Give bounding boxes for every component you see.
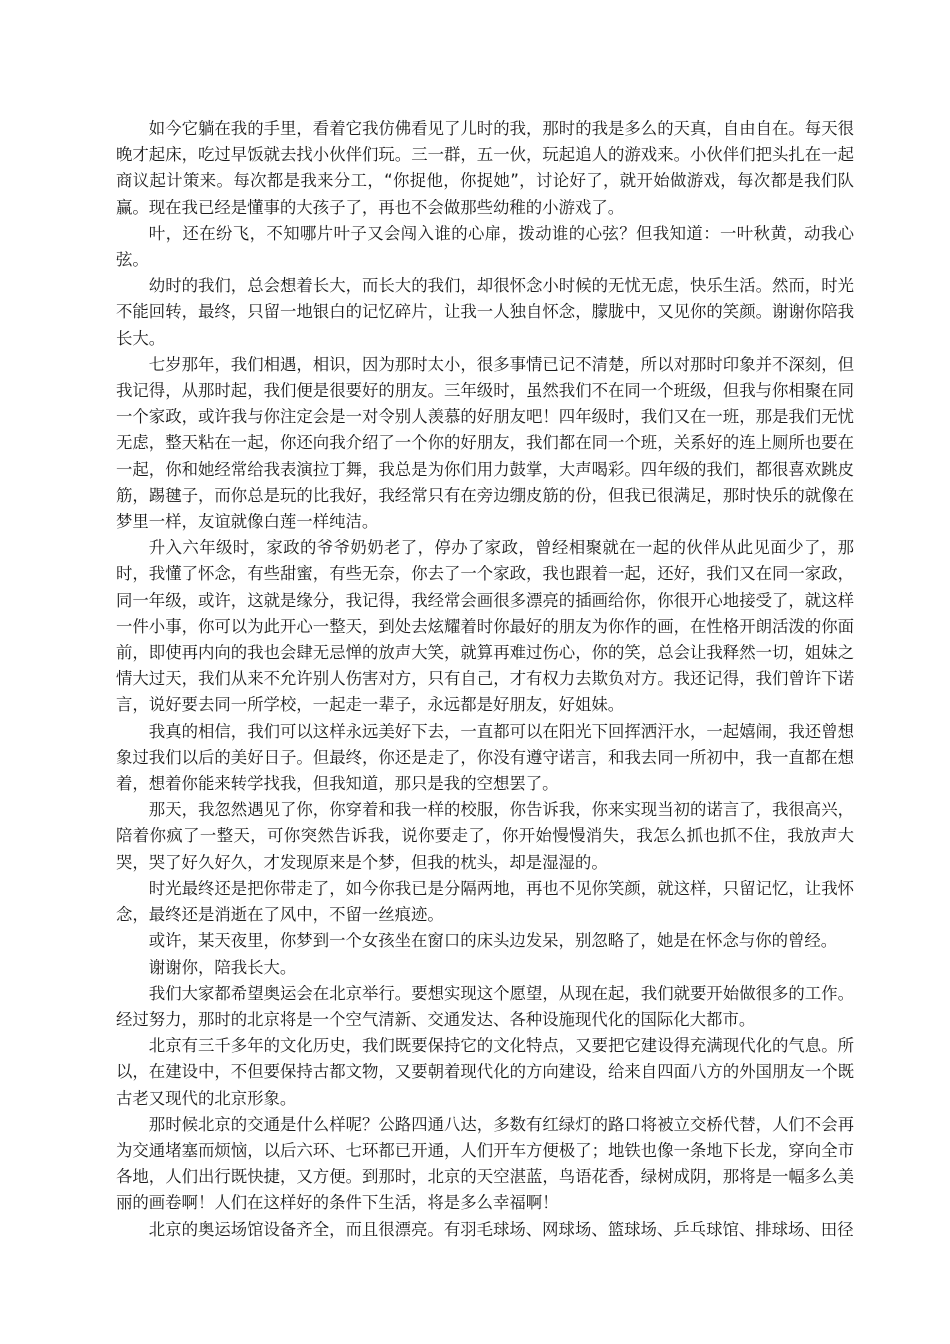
- paragraph-10: 谢谢你，陪我长大。: [148, 957, 297, 977]
- paragraph-11: 我们大家都希望奥运会在北京举行。要想实现这个愿望，从现在起，我们就要开始做很多的工作。经过努力，那时的北京将是一个空气清新、交通发达、各种设施现代化的国际化大都市。: [116, 983, 854, 1029]
- document-page: [116, 116, 854, 1243]
- paragraph-2: 叶，还在纷飞，不知哪片叶子又会闯入谁的心扉，拨动谁的心弦？但我知道：一叶秋黄，动我心弦。: [116, 223, 854, 270]
- paragraph-9: 或许，某天夜里，你梦到一个女孩坐在窗口的床头边发呆，别忽略了，她是在怀念与你的曾经。: [148, 931, 838, 951]
- paragraph-8: 时光最终还是把你带走了，如今你我已是分隔两地，再也不见你笑颜，就这样，只留记忆，让我怀念，最终还是消逝在了风中，不留一丝痕迹。: [116, 878, 854, 925]
- paragraph-1: 如今它躺在我的手里，看着它我仿佛看见了儿时的我，那时的我是多么的天真，自由自在。每天很晚才起床，吃过早饭就去找小伙伴们玩。三一群，五一伙，玩起追人的游戏来。小伙伴们把头扎在一起商议起计策来。每次都是我来分工，“你捉他，你捉她”，讨论好了，就开始做游戏，每次都是我们队赢。现在我已经是懂事的大孩子了，再也不会做那些幼稚的小游戏了。: [116, 119, 854, 217]
- paragraph-3: 幼时的我们，总会想着长大，而长大的我们，却很怀念小时候的无忧无虑，快乐生活。然而，时光不能回转，最终，只留一地银白的记忆碎片，让我一人独自怀念，朦胧中，又见你的笑颜。谢谢你陪我长大。: [116, 276, 854, 348]
- paragraph-6: 我真的相信，我们可以这样永远美好下去，一直都可以在阳光下回挥洒汗水，一起嬉闹，我还曾想象过我们以后的美好日子。但最终，你还是走了，你没有遵守诺言，和我去同一所初中，我一直都在想着，想着你能来转学找我，但我知道，那只是我的空想罢了。: [116, 721, 854, 794]
- paragraph-14: 北京的奥运场馆设备齐全，而且很漂亮。有羽毛球场、网球场、篮球场、乒乓球馆、排球场、田径: [148, 1219, 854, 1239]
- paragraph-13: 那时候北京的交通是什么样呢？公路四通八达，多数有红绿灯的路口将被立交桥代替，人们不会再为交通堵塞而烦恼，以后六环、七环都已开通，人们开车方便极了；地铁也像一条地下长龙，穿向全市各地，人们出行既快捷，又方便。到那时，北京的天空湛蓝，鸟语花香，绿树成阴，那将是一幅多么美丽的画卷啊！人们在这样好的条件下生活，将是多么幸福啊！: [116, 1114, 854, 1213]
- paragraph-7: 那天，我忽然遇见了你，你穿着和我一样的校服，你告诉我，你来实现当初的诺言了，我很高兴，陪着你疯了一整天，可你突然告诉我，说你要走了，你开始慢慢消失，我怎么抓也抓不住，我放声大哭，哭了好久好久，才发现原来是个梦，但我的枕头，却是湿湿的。: [116, 800, 854, 872]
- paragraph-5: 升入六年级时，家政的爷爷奶奶老了，停办了家政，曾经相聚就在一起的伙伴从此见面少了，那时，我懂了怀念，有些甜蜜，有些无奈，你去了一个家政，我也跟着一起，还好，我们又在同一家政，同一年级，或许，这就是缘分，我记得，我经常会画很多漂亮的插画给你，你很开心地接受了，就这样一件小事，你可以为此开心一整天，到处去炫耀着时你最好的朋友为你作的画，在性格开朗活泼的你面前，即使再内向的我也会肆无忌惮的放声大笑，就算再难过伤心，你的笑，总会让我释然一切，姐妹之情大过天，我们从来不允许别人伤害对方，只有自己，才有权力去欺负对方。我还记得，我们曾许下诺言，说好要去同一所学校，一起走一辈子，永远都是好朋友，好姐妹。: [116, 538, 854, 715]
- paragraph-12: 北京有三千多年的文化历史，我们既要保持它的文化特点，又要把它建设得充满现代化的气息。所以，在建设中，不但要保持古都文物，又要朝着现代化的方向建设，给来自四面八方的外国朋友一个既古老又现代的北京形象。: [116, 1036, 854, 1108]
- paragraph-4: 七岁那年，我们相遇，相识，因为那时太小，很多事情已记不清楚，所以对那时印象并不深刻，但我记得，从那时起，我们便是很要好的朋友。三年级时，虽然我们不在同一个班级，但我与你相聚在同一个家政，或许我与你注定会是一对令别人羡慕的好朋友吧！四年级时，我们又在一班，那是我们无忧无虑，整天粘在一起，你还向我介绍了一个你的好朋友，我们都在同一个班，关系好的连上厕所也要在一起，你和她经常给我表演拉丁舞，我总是为你们用力鼓掌，大声喝彩。四年级的我们，都很喜欢跳皮筋，踢毽子，而你总是玩的比我好，我经常只有在旁边绷皮筋的份，但我已很满足，那时快乐的就像在梦里一样，友谊就像白莲一样纯洁。: [116, 354, 854, 532]
